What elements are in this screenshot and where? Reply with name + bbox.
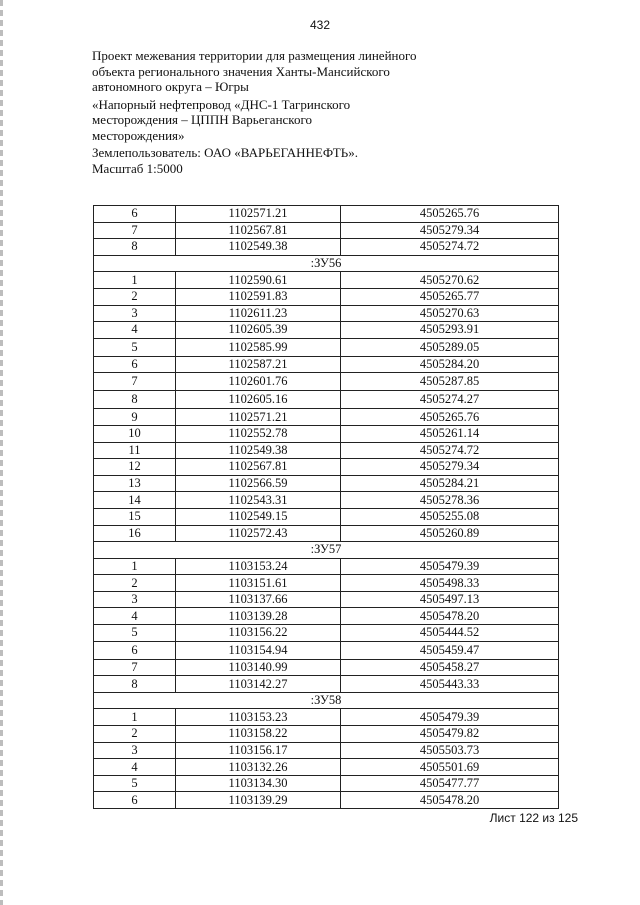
- point-number-cell: 2: [94, 575, 176, 592]
- land-user: Землепользователь: ОАО «ВАРЬЕГАННЕФТЬ».: [92, 145, 358, 160]
- point-number-cell: 8: [94, 676, 176, 693]
- x-coordinate-cell: 1103156.17: [176, 742, 341, 759]
- point-number-cell: 2: [94, 726, 176, 743]
- x-coordinate-cell: 1102571.21: [176, 206, 341, 223]
- y-coordinate-cell: 4505479.39: [341, 709, 559, 726]
- y-coordinate-cell: 4505458.27: [341, 659, 559, 676]
- table-row: [94, 759, 559, 776]
- y-coordinate-cell: 4505279.34: [341, 459, 559, 476]
- page-number: 432: [309, 18, 331, 32]
- point-number-cell: 7: [94, 373, 176, 391]
- x-coordinate-cell: 1103137.66: [176, 591, 341, 608]
- table-row: [94, 373, 559, 391]
- x-coordinate-cell: 1103139.29: [176, 792, 341, 809]
- table-row: [94, 641, 559, 659]
- point-number-cell: 7: [94, 659, 176, 676]
- point-number-cell: 2: [94, 288, 176, 305]
- object-line-1: «Напорный нефтепровод «ДНС-1 Тагринского: [92, 96, 351, 112]
- x-coordinate-cell: 1103151.61: [176, 575, 341, 592]
- section-label: :ЗУ57: [94, 542, 559, 559]
- y-coordinate-cell: 4505501.69: [341, 759, 559, 776]
- point-number-cell: 13: [94, 475, 176, 492]
- point-number-cell: 3: [94, 742, 176, 759]
- table-row: [94, 206, 559, 223]
- x-coordinate-cell: 1102605.39: [176, 322, 341, 339]
- y-coordinate-cell: 4505477.77: [341, 775, 559, 792]
- y-coordinate-cell: 4505289.05: [341, 338, 559, 356]
- section-label: :ЗУ56: [94, 255, 559, 272]
- point-number-cell: 6: [94, 641, 176, 659]
- sheet-counter: Лист 122 из 125: [489, 811, 578, 825]
- table-row: [94, 492, 559, 509]
- table-row: [94, 272, 559, 289]
- x-coordinate-cell: 1102590.61: [176, 272, 341, 289]
- point-number-cell: 11: [94, 442, 176, 459]
- point-number-cell: 3: [94, 591, 176, 608]
- x-coordinate-cell: 1102601.76: [176, 373, 341, 391]
- y-coordinate-cell: 4505274.72: [341, 442, 559, 459]
- y-coordinate-cell: 4505443.33: [341, 676, 559, 693]
- point-number-cell: 9: [94, 409, 176, 426]
- point-number-cell: 8: [94, 239, 176, 256]
- y-coordinate-cell: 4505284.20: [341, 356, 559, 373]
- x-coordinate-cell: 1103134.30: [176, 775, 341, 792]
- point-number-cell: 4: [94, 608, 176, 625]
- object-line-3: месторождения»: [92, 127, 185, 143]
- table-row: [94, 659, 559, 676]
- point-number-cell: 4: [94, 759, 176, 776]
- y-coordinate-cell: 4505479.39: [341, 558, 559, 575]
- y-coordinate-cell: 4505497.13: [341, 591, 559, 608]
- x-coordinate-cell: 1103132.26: [176, 759, 341, 776]
- point-number-cell: 1: [94, 272, 176, 289]
- x-coordinate-cell: 1103153.23: [176, 709, 341, 726]
- y-coordinate-cell: 4505479.82: [341, 726, 559, 743]
- table-row: [94, 608, 559, 625]
- table-row: [94, 775, 559, 792]
- y-coordinate-cell: 4505270.62: [341, 272, 559, 289]
- table-row: [94, 338, 559, 356]
- y-coordinate-cell: 4505279.34: [341, 222, 559, 239]
- point-number-cell: 1: [94, 709, 176, 726]
- x-coordinate-cell: 1103142.27: [176, 676, 341, 693]
- x-coordinate-cell: 1102566.59: [176, 475, 341, 492]
- table-row: [94, 425, 559, 442]
- table-row: [94, 356, 559, 373]
- point-number-cell: 4: [94, 322, 176, 339]
- y-coordinate-cell: 4505278.36: [341, 492, 559, 509]
- table-row: [94, 459, 559, 476]
- y-coordinate-cell: 4505287.85: [341, 373, 559, 391]
- x-coordinate-cell: 1102549.38: [176, 442, 341, 459]
- object-line-2: месторождения – ЦППН Варьеганского: [92, 112, 312, 127]
- table-row: [94, 409, 559, 426]
- table-row: [94, 508, 559, 525]
- y-coordinate-cell: 4505261.14: [341, 425, 559, 442]
- table-row: [94, 288, 559, 305]
- point-number-cell: 8: [94, 391, 176, 409]
- y-coordinate-cell: 4505265.77: [341, 288, 559, 305]
- point-number-cell: 14: [94, 492, 176, 509]
- table-row: [94, 676, 559, 693]
- y-coordinate-cell: 4505503.73: [341, 742, 559, 759]
- x-coordinate-cell: 1103153.24: [176, 558, 341, 575]
- y-coordinate-cell: 4505478.20: [341, 608, 559, 625]
- table-row: [94, 442, 559, 459]
- table-row: [94, 305, 559, 322]
- x-coordinate-cell: 1102611.23: [176, 305, 341, 322]
- x-coordinate-cell: 1102552.78: [176, 425, 341, 442]
- coordinates-table: [93, 205, 559, 809]
- y-coordinate-cell: 4505284.21: [341, 475, 559, 492]
- scale: Масштаб 1:5000: [92, 160, 183, 176]
- table-row: [94, 709, 559, 726]
- x-coordinate-cell: 1103139.28: [176, 608, 341, 625]
- point-number-cell: 16: [94, 525, 176, 542]
- table-row: [94, 575, 559, 592]
- point-number-cell: 6: [94, 792, 176, 809]
- y-coordinate-cell: 4505260.89: [341, 525, 559, 542]
- section-row: [94, 542, 559, 559]
- point-number-cell: 6: [94, 206, 176, 223]
- x-coordinate-cell: 1102549.38: [176, 239, 341, 256]
- x-coordinate-cell: 1102585.99: [176, 338, 341, 356]
- point-number-cell: 5: [94, 625, 176, 642]
- x-coordinate-cell: 1102587.21: [176, 356, 341, 373]
- document-header: [92, 48, 422, 176]
- section-row: [94, 255, 559, 272]
- point-number-cell: 6: [94, 356, 176, 373]
- point-number-cell: 15: [94, 508, 176, 525]
- x-coordinate-cell: 1102567.81: [176, 459, 341, 476]
- x-coordinate-cell: 1103140.99: [176, 659, 341, 676]
- x-coordinate-cell: 1102567.81: [176, 222, 341, 239]
- x-coordinate-cell: 1102549.15: [176, 508, 341, 525]
- table-row: [94, 239, 559, 256]
- y-coordinate-cell: 4505265.76: [341, 409, 559, 426]
- project-line-1: Проект межевания территории для размещения линейного: [92, 48, 417, 63]
- point-number-cell: 5: [94, 338, 176, 356]
- table-row: [94, 625, 559, 642]
- project-line-2: объекта регионального значения Ханты-Мансийского: [92, 63, 390, 79]
- x-coordinate-cell: 1102571.21: [176, 409, 341, 426]
- y-coordinate-cell: 4505265.76: [341, 206, 559, 223]
- y-coordinate-cell: 4505478.20: [341, 792, 559, 809]
- table-row: [94, 322, 559, 339]
- table-row: [94, 475, 559, 492]
- point-number-cell: 10: [94, 425, 176, 442]
- table-row: [94, 792, 559, 809]
- x-coordinate-cell: 1102572.43: [176, 525, 341, 542]
- page-left-edge: [0, 0, 3, 905]
- x-coordinate-cell: 1103154.94: [176, 641, 341, 659]
- table-row: [94, 742, 559, 759]
- y-coordinate-cell: 4505274.72: [341, 239, 559, 256]
- point-number-cell: 7: [94, 222, 176, 239]
- point-number-cell: 3: [94, 305, 176, 322]
- x-coordinate-cell: 1103158.22: [176, 726, 341, 743]
- section-label: :ЗУ58: [94, 692, 559, 709]
- y-coordinate-cell: 4505459.47: [341, 641, 559, 659]
- x-coordinate-cell: 1102591.83: [176, 288, 341, 305]
- table-row: [94, 726, 559, 743]
- y-coordinate-cell: 4505270.63: [341, 305, 559, 322]
- point-number-cell: 5: [94, 775, 176, 792]
- point-number-cell: 1: [94, 558, 176, 575]
- table-row: [94, 391, 559, 409]
- y-coordinate-cell: 4505293.91: [341, 322, 559, 339]
- coordinates-table-body: [94, 206, 559, 809]
- table-row: [94, 222, 559, 239]
- y-coordinate-cell: 4505274.27: [341, 391, 559, 409]
- table-row: [94, 558, 559, 575]
- x-coordinate-cell: 1103156.22: [176, 625, 341, 642]
- section-row: [94, 692, 559, 709]
- y-coordinate-cell: 4505444.52: [341, 625, 559, 642]
- x-coordinate-cell: 1102543.31: [176, 492, 341, 509]
- y-coordinate-cell: 4505255.08: [341, 508, 559, 525]
- point-number-cell: 12: [94, 459, 176, 476]
- x-coordinate-cell: 1102605.16: [176, 391, 341, 409]
- project-line-3: автономного округа – Югры: [92, 79, 249, 94]
- table-row: [94, 525, 559, 542]
- y-coordinate-cell: 4505498.33: [341, 575, 559, 592]
- table-row: [94, 591, 559, 608]
